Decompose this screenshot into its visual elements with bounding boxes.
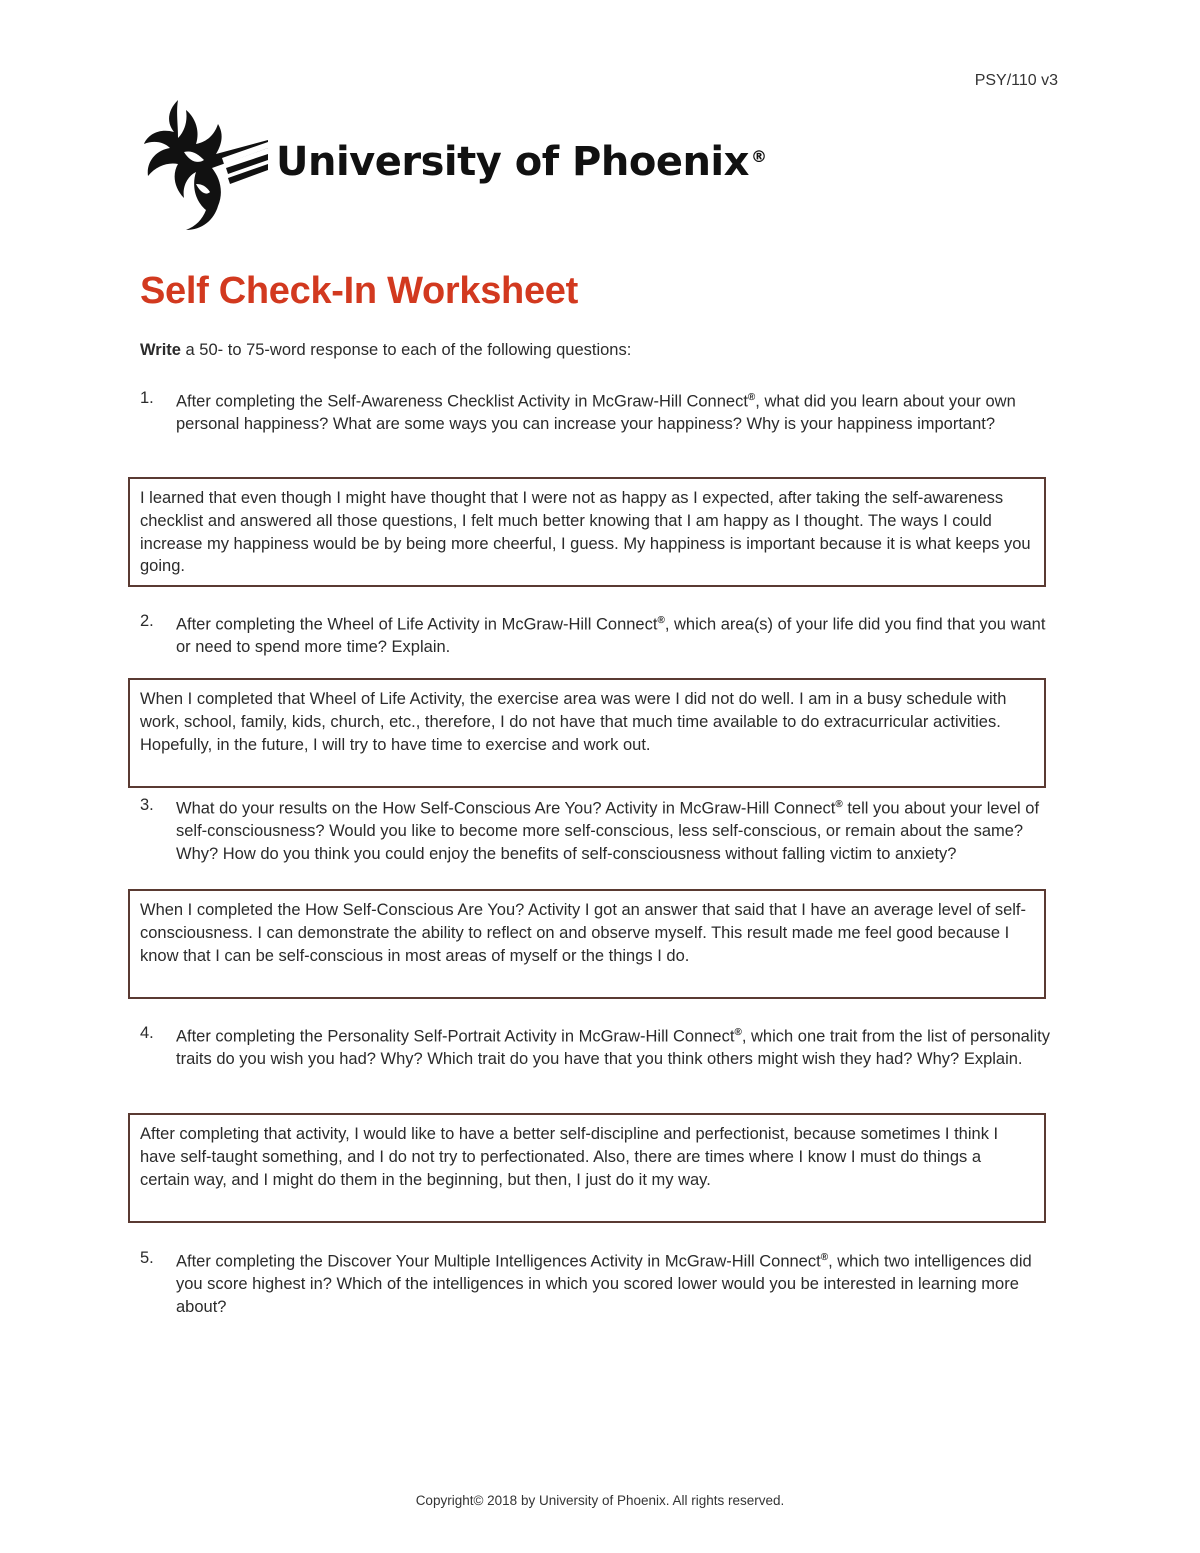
question-number: 3. <box>140 796 154 814</box>
answer-box-1[interactable]: I learned that even though I might have thought that I were not as happy as I expected, after taking the self-awareness checklist and answered all those questions, I felt much better knowing that I am happy as I thought. The ways I could increase my happiness would be by being more cheerful, I guess. My happiness is important because it is what keeps you going. <box>128 477 1046 587</box>
question-text: What do your results on the How Self-Conscious Are You? Activity in McGraw-Hill Connect® tell you about your level of self-consciousness? Would you like to become more self-conscious, less self-conscious, or remain about the same? Why? How do you think you could enjoy the benefits of self-consciousness without falling victim to anxiety? <box>176 799 1040 864</box>
course-code: PSY/110 v3 <box>974 72 1058 89</box>
instruction-text: Write a 50- to 75-word response to each of the following questions: <box>140 341 632 359</box>
answer-box-2[interactable]: When I completed that Wheel of Life Activity, the exercise area was were I did not do well. I am in a busy schedule with work, school, family, kids, church, etc., therefore, I do not have that much time available to do extracurricular activities. Hopefully, in the future, I will try to have time to exercise and work out. <box>128 678 1046 788</box>
question-number: 4. <box>140 1024 154 1042</box>
question-number: 1. <box>140 389 154 407</box>
question-3 <box>140 794 1060 866</box>
question-5 <box>140 1247 1060 1319</box>
question-number: 5. <box>140 1249 154 1267</box>
answer-box-4[interactable]: After completing that activity, I would like to have a better self-discipline and perfectionist, because sometimes I think I have self-taught something, and I do not try to perfectionated. Also, there are times where I know I must do things a certain way, and I might do them in the beginning, but then, I just do it my way. <box>128 1113 1046 1223</box>
answer-box-3[interactable]: When I completed the How Self-Conscious Are You? Activity I got an answer that said that I have an average level of self-consciousness. I can demonstrate the ability to reflect on and observe myself. This result made me feel good because I know that I can be self-conscious in most areas of myself or the things I do. <box>128 889 1046 999</box>
page-title: Self Check-In Worksheet <box>140 270 578 312</box>
question-2 <box>140 610 1060 659</box>
copyright-footer: Copyright© 2018 by University of Phoenix. All rights reserved. <box>415 1493 785 1508</box>
question-1 <box>140 387 1060 436</box>
question-text: After completing the Discover Your Multiple Intelligences Activity in McGraw-Hill Connect®, which two intelligences did you score highest in? Which of the intelligences in which you scored lower would you be interested in learning more about? <box>176 1252 1032 1317</box>
question-text: After completing the Self-Awareness Checklist Activity in McGraw-Hill Connect®, what did you learn about your own personal happiness? What are some ways you can increase your happiness? Why is your happiness important? <box>176 392 1016 434</box>
university-logo <box>138 92 766 232</box>
question-number: 2. <box>140 612 154 630</box>
phoenix-bird-icon <box>138 92 270 232</box>
question-text: After completing the Wheel of Life Activity in McGraw-Hill Connect®, which area(s) of your life did you find that you want or need to spend more time? Explain. <box>176 615 1046 657</box>
logo-text: University of Phoenix ® <box>276 139 767 185</box>
question-text: After completing the Personality Self-Portrait Activity in McGraw-Hill Connect®, which one trait from the list of personality traits do you wish you had? Why? Which trait do you have that you think others might wish they had? Why? Explain. <box>176 1027 1050 1069</box>
question-4 <box>140 1022 1060 1071</box>
